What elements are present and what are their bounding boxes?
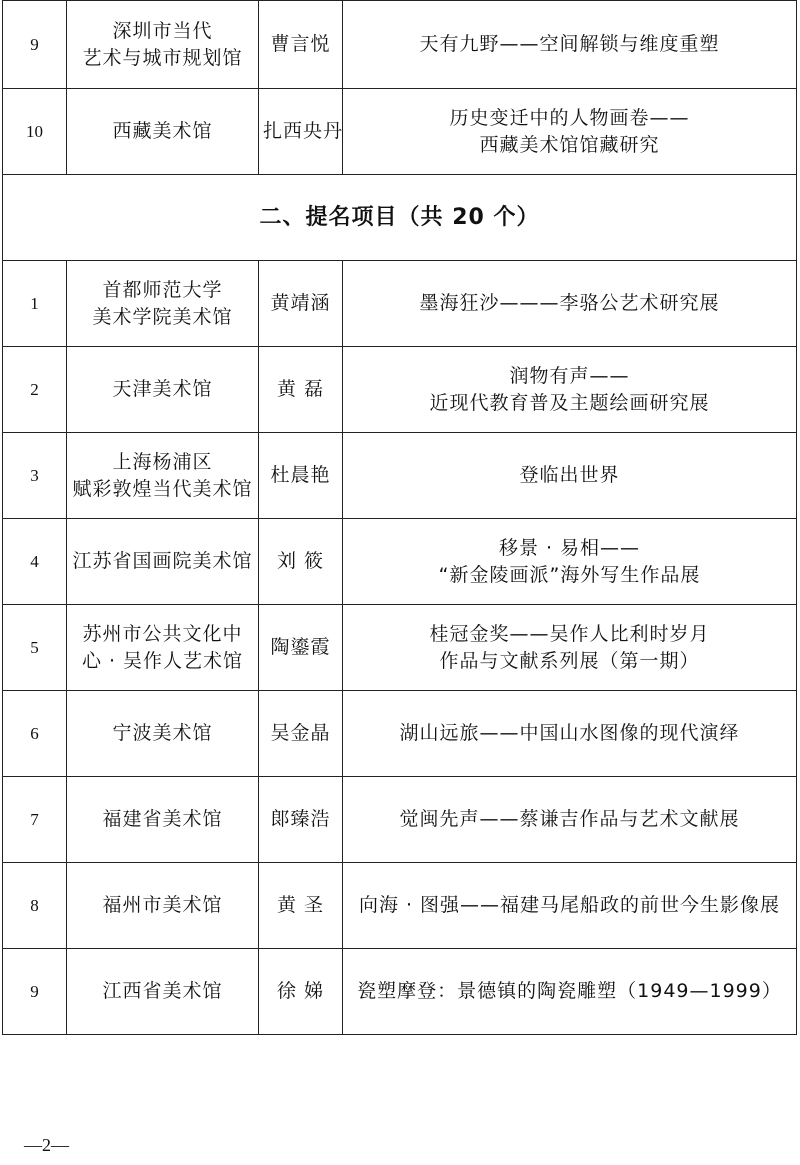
venue-name-line: 天津美术馆 — [112, 378, 213, 400]
venue-name-line: 福州市美术馆 — [102, 894, 223, 916]
person-cell — [259, 519, 343, 605]
person-name: 黄靖涵 — [270, 292, 331, 314]
venue-name-line: 上海杨浦区 — [112, 450, 213, 473]
venue-cell — [67, 519, 259, 605]
project-title-line: 瓷塑摩登：景德镇的陶瓷雕塑（1949—1999） — [357, 980, 782, 1002]
project-title-line: 作品与文献系列展（第一期） — [439, 649, 700, 672]
project-title-line: 历史变迁中的人物画卷—— — [449, 106, 690, 129]
row-number: 4 — [3, 519, 67, 605]
venue-cell — [67, 605, 259, 691]
person-name: 吴金晶 — [270, 722, 331, 744]
row-number: 5 — [3, 605, 67, 691]
row-number: 8 — [3, 863, 67, 949]
row-number: 7 — [3, 777, 67, 863]
project-title-line: 西藏美术馆馆藏研究 — [479, 133, 660, 156]
person-name: 黄 圣 — [276, 894, 325, 916]
person-name: 郞臻浩 — [270, 808, 331, 830]
venue-cell — [67, 261, 259, 347]
project-cell — [343, 89, 797, 175]
section-heading: 二、提名项目（共 20 个） — [3, 175, 797, 261]
person-name: 杜晨艳 — [270, 464, 331, 486]
venue-cell — [67, 691, 259, 777]
person-name: 曹言悦 — [270, 33, 331, 55]
venue-cell — [67, 347, 259, 433]
project-title-line: 湖山远旅——中国山水图像的现代演绎 — [399, 722, 740, 744]
person-name: 刘 筱 — [276, 550, 325, 572]
table-row — [3, 89, 797, 175]
table-row — [3, 433, 797, 519]
person-name: 徐 娣 — [276, 980, 325, 1002]
table-body — [3, 1, 797, 1035]
person-cell — [259, 1, 343, 89]
row-number: 3 — [3, 433, 67, 519]
person-cell — [259, 691, 343, 777]
table-row — [3, 605, 797, 691]
venue-name-line: 美术学院美术馆 — [92, 305, 233, 328]
person-cell — [259, 261, 343, 347]
row-number: 9 — [3, 1, 67, 89]
person-name: 陶鎏霞 — [270, 636, 331, 658]
project-title-line: 桂冠金奖——吴作人比利时岁月 — [429, 622, 710, 645]
project-title-line: 登临出世界 — [519, 464, 620, 486]
venue-cell — [67, 433, 259, 519]
venue-name-line: 艺术与城市规划馆 — [82, 46, 243, 69]
table-row — [3, 777, 797, 863]
project-cell — [343, 261, 797, 347]
venue-name-line: 苏州市公共文化中 — [82, 622, 243, 645]
venue-name-line: 首都师范大学 — [102, 278, 223, 301]
venue-name-line: 心 · 吴作人艺术馆 — [81, 649, 244, 672]
table-row — [3, 691, 797, 777]
project-title-line: 天有九野——空间解锁与维度重塑 — [419, 33, 720, 55]
project-title-line: 向海 · 图强——福建马尾船政的前世今生影像展 — [358, 894, 781, 916]
venue-cell — [67, 777, 259, 863]
person-cell — [259, 863, 343, 949]
venue-cell — [67, 863, 259, 949]
project-cell — [343, 949, 797, 1035]
page-number: —2— — [24, 1135, 69, 1155]
person-cell — [259, 949, 343, 1035]
row-number: 10 — [3, 89, 67, 175]
person-cell — [259, 605, 343, 691]
section-row — [3, 175, 797, 261]
venue-name-line: 宁波美术馆 — [112, 722, 213, 744]
venue-name-line: 西藏美术馆 — [112, 120, 213, 142]
venue-cell — [67, 89, 259, 175]
row-number: 2 — [3, 347, 67, 433]
person-cell — [259, 89, 343, 175]
project-title-line: 润物有声—— — [509, 364, 630, 387]
project-title-line: 近现代教育普及主题绘画研究展 — [429, 391, 710, 414]
person-cell — [259, 347, 343, 433]
venue-cell — [67, 1, 259, 89]
venue-name-line: 福建省美术馆 — [102, 808, 223, 830]
person-cell — [259, 433, 343, 519]
project-cell — [343, 433, 797, 519]
project-title-line: 移景 · 易相—— — [498, 536, 641, 559]
project-cell — [343, 777, 797, 863]
project-cell — [343, 863, 797, 949]
project-cell — [343, 691, 797, 777]
table-row — [3, 261, 797, 347]
table-row — [3, 863, 797, 949]
venue-name-line: 江苏省国画院美术馆 — [72, 550, 253, 572]
row-number: 1 — [3, 261, 67, 347]
row-number: 9 — [3, 949, 67, 1035]
award-list-table — [2, 0, 797, 1035]
venue-name-line: 江西省美术馆 — [102, 980, 223, 1002]
person-name: 黄 磊 — [276, 378, 325, 400]
venue-name-line: 深圳市当代 — [112, 19, 213, 42]
table-row — [3, 949, 797, 1035]
table-row — [3, 1, 797, 89]
person-name: 扎西央丹 — [263, 120, 344, 142]
row-number: 6 — [3, 691, 67, 777]
project-cell — [343, 519, 797, 605]
project-cell — [343, 605, 797, 691]
project-cell — [343, 347, 797, 433]
project-cell — [343, 1, 797, 89]
venue-name-line: 赋彩敦煌当代美术馆 — [72, 477, 253, 500]
project-title-line: 墨海狂沙———李骆公艺术研究展 — [419, 292, 720, 314]
project-title-line: 觉闽先声——蔡谦吉作品与艺术文献展 — [399, 808, 740, 830]
person-cell — [259, 777, 343, 863]
venue-cell — [67, 949, 259, 1035]
project-title-line: “新金陵画派”海外写生作品展 — [438, 563, 701, 586]
table-row — [3, 519, 797, 605]
table-row — [3, 347, 797, 433]
